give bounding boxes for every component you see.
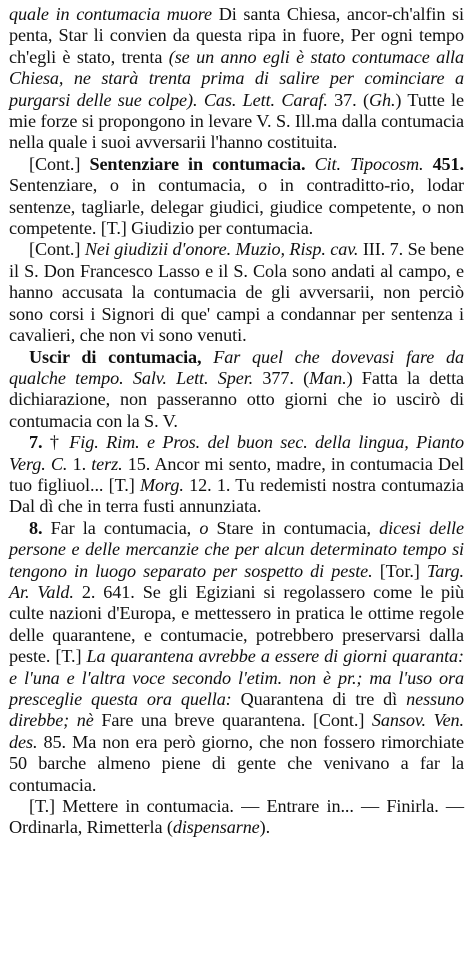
italic-text: Cas. Lett. Caraf. (203, 89, 328, 110)
italic-text: Gh. (368, 89, 396, 110)
text-run: [T.] Mettere in contumacia. — Entrare in... — Finirla. — Ordinarla, Rimetterla ( (9, 796, 464, 838)
text-run: 15. Ancor mi sento, madre, in contumacia Del tuo figliuol... [T.] (9, 453, 464, 495)
text-run: [Tor.] (372, 560, 427, 581)
text-run: Far la contumacia, (42, 517, 200, 538)
text-run: III. 7. Se bene il S. Don Francesco Lasso e il S. Cola sono andati al campo, e hanno accusata la contumacia de gli avversarii, non perciò sono corsi i Signori di que' campi a condannar per sentenza i cavalieri, che non vi sono venuti. (9, 239, 464, 346)
bold-text: 451. (432, 153, 464, 174)
text-run: ). (259, 817, 271, 838)
bold-text: Uscir di contumacia, (29, 346, 202, 367)
text-run: Di santa Chiesa, ancor-ch'alfin si penta, Star li convien da questa ripa in fuore, Per ogni tempo ch'egli è stato, trenta (9, 4, 464, 67)
italic-text: Morg. (139, 474, 184, 495)
entry-paragraph (9, 154, 464, 240)
text-run: ) Fatta la detta dichiarazione, non passeranno otto giorni che io uscirò di contumacia con la S. V. (9, 367, 464, 431)
italic-text: Nei giudizii d'onore. Muzio, Risp. cav. (84, 239, 359, 260)
text-run: 2. 641. Se gli Egiziani si regolassero come le più culte nazioni d'Europa, e mettessero in pratica le ottime regole delle quarantene, e contumacie, potrebbero preservarsi dalla peste. [T.] (9, 581, 464, 667)
text-run: Fare una breve quarantena. [Cont.] (93, 710, 372, 731)
entry-paragraph (9, 4, 464, 154)
entry-paragraph (9, 239, 464, 346)
text-run: Sentenziare, o in contumacia, o in contraditto-rio, lodar sentenze, tagliarle, delegar giudici, giudice competente, o non competente. [T.] Giudizio per contumacia. (9, 175, 464, 239)
italic-text: Sansov. Ven. des. (9, 710, 464, 752)
text-run: [Cont.] (29, 239, 85, 260)
entry-paragraph (9, 432, 464, 518)
italic-text: La quarantena avrebbe a essere di giorni quaranta: e l'una e l'altra voce secondo l'etim. non è pr.; ma l'uso ora presceglie questa ora quella: (9, 646, 465, 709)
text-run: 1. (67, 453, 92, 474)
entry-paragraph (9, 518, 464, 796)
bold-text: 8. (29, 517, 43, 538)
italic-text: o (199, 517, 209, 538)
italic-text: Targ. Ar. Vald. (9, 560, 464, 602)
text-run: Quarantena di tre dì (231, 689, 407, 709)
text-run: ) Tutte le mie forze si propongono in levare V. S. Ill.ma dalla contumacia nella quale i suoi avversarii l'hanno costituita. (9, 89, 464, 153)
entry-paragraph (9, 796, 464, 839)
entry-body (9, 4, 464, 839)
italic-text: nessuno direbbe; nè (9, 689, 465, 731)
italic-text: dicesi delle persone e delle mercanzie che per alcun determinato tempo si tengono in luogo separato per sospetto di peste. (9, 517, 464, 581)
entry-paragraph (9, 347, 464, 433)
text-run: 85. Ma non era però giorno, che non fossero rimorchiate 50 barche almeno piene di gente che venivano a far la contumacia. (9, 731, 464, 795)
bold-text: Sentenziare in contumacia. (89, 153, 306, 174)
text-run (423, 154, 432, 174)
italic-text: (se un anno egli è stato contumace alla Chiesa, ne starà trenta prima di salire per cominciare a purgarsi delle sue colpe). (9, 46, 464, 110)
italic-text: Fig. Rim. e Pros. del buon sec. della lingua, Pianto Verg. C. (9, 432, 464, 474)
italic-text: Far quel che dovevasi fare da qualche tempo. Salv. Lett. Sper. (9, 346, 464, 388)
text-run (305, 154, 314, 174)
text-run: 377. ( (253, 367, 310, 388)
text-run: 37. ( (327, 89, 369, 110)
italic-text: terz. (91, 453, 123, 474)
text-run: † (42, 432, 70, 453)
italic-text: quale in (9, 4, 77, 24)
italic-text: contumacia muore (76, 4, 213, 24)
italic-text: Cit. Tipocosm. (314, 153, 424, 174)
bold-text: 7. (29, 432, 43, 453)
italic-text: Man. (309, 367, 347, 388)
text-run: 12. 1. Tu redemisti nostra contumazia Dal dì che in terra fusti annunziata. (9, 474, 464, 517)
text-run: [Cont.] (29, 153, 90, 174)
italic-text: dispensarne (172, 817, 260, 838)
text-run: Stare in contumacia, (208, 517, 380, 538)
text-run (201, 347, 213, 367)
